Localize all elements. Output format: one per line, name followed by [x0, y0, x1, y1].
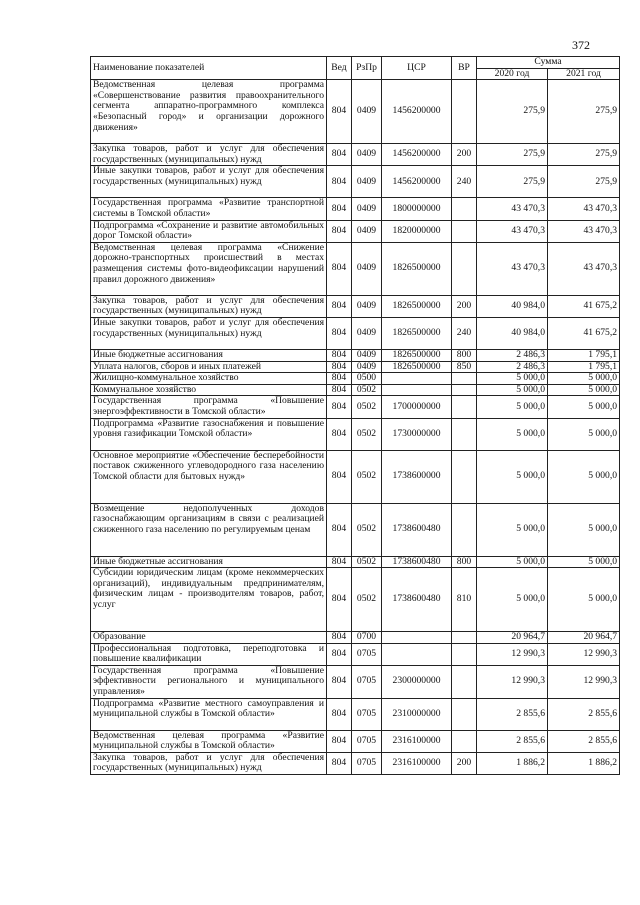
table-row — [91, 730, 620, 752]
row-rzpr: 0502 — [352, 450, 382, 503]
row-ved: 804 — [327, 361, 352, 373]
row-rzpr: 0502 — [352, 503, 382, 556]
page-number: 372 — [572, 38, 590, 52]
row-vr: 810 — [452, 568, 477, 632]
row-ved: 804 — [327, 568, 352, 632]
row-name: Закупка товаров, работ и услуг для обеспечения государственных (муниципальных) нужд — [91, 295, 327, 317]
row-csr: 1826500000 — [382, 242, 452, 295]
row-ved: 804 — [327, 396, 352, 418]
table-row — [91, 568, 620, 632]
row-ved: 804 — [327, 556, 352, 568]
row-csr: 2310000000 — [382, 698, 452, 730]
row-sum-2020: 20 964,7 — [477, 632, 548, 644]
row-rzpr: 0409 — [352, 242, 382, 295]
row-sum-2020: 275,9 — [477, 144, 548, 166]
row-name: Иные бюджетные ассигнования — [91, 349, 327, 361]
row-sum-2020: 5 000,0 — [477, 568, 548, 632]
row-csr: 1738600480 — [382, 503, 452, 556]
row-sum-2020: 5 000,0 — [477, 556, 548, 568]
row-vr — [452, 632, 477, 644]
row-vr — [452, 418, 477, 450]
row-name: Подпрограмма «Сохранение и развитие автомобильных дорог Томской области» — [91, 220, 327, 242]
row-vr: 850 — [452, 361, 477, 373]
row-ved: 804 — [327, 144, 352, 166]
table-row — [91, 144, 620, 166]
table-row — [91, 166, 620, 198]
row-rzpr: 0700 — [352, 632, 382, 644]
row-name: Государственная программа «Повышение эффективности регионального и муниципального управления» — [91, 665, 327, 698]
row-sum-2020: 40 984,0 — [477, 295, 548, 317]
row-vr: 200 — [452, 752, 477, 774]
row-vr: 240 — [452, 317, 477, 349]
row-sum-2021: 20 964,7 — [548, 632, 620, 644]
row-ved: 804 — [327, 665, 352, 698]
table-row — [91, 396, 620, 418]
row-rzpr: 0502 — [352, 384, 382, 396]
row-csr: 2316100000 — [382, 730, 452, 752]
row-vr: 800 — [452, 556, 477, 568]
row-rzpr: 0409 — [352, 295, 382, 317]
row-ved: 804 — [327, 295, 352, 317]
row-sum-2021: 2 855,6 — [548, 698, 620, 730]
row-csr: 1730000000 — [382, 418, 452, 450]
row-name: Ведомственная целевая программа «Снижение дорожно-транспортных происшествий в местах размещения системы фото-видеофиксации нарушений правил дорожного движения» — [91, 242, 327, 295]
table-row — [91, 450, 620, 503]
row-sum-2021: 12 990,3 — [548, 665, 620, 698]
row-sum-2021: 12 990,3 — [548, 643, 620, 665]
header-name: Наименование показателей — [91, 57, 327, 80]
row-sum-2020: 43 470,3 — [477, 242, 548, 295]
row-rzpr: 0502 — [352, 568, 382, 632]
row-rzpr: 0502 — [352, 418, 382, 450]
row-csr: 1826500000 — [382, 317, 452, 349]
row-vr — [452, 242, 477, 295]
row-ved: 804 — [327, 198, 352, 220]
row-name: Подпрограмма «Развитие местного самоуправления и муниципальной службы в Томской области» — [91, 698, 327, 730]
table-row — [91, 242, 620, 295]
row-sum-2020: 43 470,3 — [477, 198, 548, 220]
row-sum-2020: 1 886,2 — [477, 752, 548, 774]
row-sum-2021: 5 000,0 — [548, 556, 620, 568]
row-name: Государственная программа «Развитие транспортной системы в Томской области» — [91, 198, 327, 220]
row-rzpr: 0500 — [352, 373, 382, 385]
row-ved: 804 — [327, 752, 352, 774]
row-name: Жилищно-коммунальное хозяйство — [91, 373, 327, 385]
header-csr: ЦСР — [382, 57, 452, 80]
row-sum-2020: 43 470,3 — [477, 220, 548, 242]
row-name: Подпрограмма «Развитие газоснабжения и повышение уровня газификации Томской области» — [91, 418, 327, 450]
row-rzpr: 0705 — [352, 752, 382, 774]
row-name: Уплата налогов, сборов и иных платежей — [91, 361, 327, 373]
row-ved: 804 — [327, 317, 352, 349]
row-rzpr: 0502 — [352, 396, 382, 418]
table-row — [91, 349, 620, 361]
row-sum-2021: 1 795,1 — [548, 349, 620, 361]
row-sum-2021: 1 795,1 — [548, 361, 620, 373]
row-name: Основное мероприятие «Обеспечение бесперебойности поставок сжиженного углеводородного газа населению Томской области для бытовых нужд» — [91, 450, 327, 503]
row-ved: 804 — [327, 643, 352, 665]
row-rzpr: 0705 — [352, 665, 382, 698]
row-name: Иные бюджетные ассигнования — [91, 556, 327, 568]
row-sum-2021: 41 675,2 — [548, 317, 620, 349]
header-sum: Сумма — [477, 57, 620, 69]
row-ved: 804 — [327, 349, 352, 361]
row-rzpr: 0409 — [352, 220, 382, 242]
row-rzpr: 0409 — [352, 361, 382, 373]
row-sum-2020: 275,9 — [477, 166, 548, 198]
table-row — [91, 632, 620, 644]
row-ved: 804 — [327, 698, 352, 730]
row-vr — [452, 384, 477, 396]
row-name: Государственная программа «Повышение энергоэффективности в Томской области» — [91, 396, 327, 418]
row-csr: 1456200000 — [382, 166, 452, 198]
row-vr — [452, 396, 477, 418]
header-2021: 2021 год — [548, 68, 620, 80]
table-row — [91, 698, 620, 730]
row-sum-2020: 2 486,3 — [477, 349, 548, 361]
row-sum-2021: 2 855,6 — [548, 730, 620, 752]
row-sum-2021: 43 470,3 — [548, 220, 620, 242]
row-csr: 1456200000 — [382, 80, 452, 144]
row-sum-2021: 1 886,2 — [548, 752, 620, 774]
row-csr: 1800000000 — [382, 198, 452, 220]
row-sum-2021: 5 000,0 — [548, 373, 620, 385]
row-vr — [452, 198, 477, 220]
header-rzpr: РзПр — [352, 57, 382, 80]
row-rzpr: 0705 — [352, 730, 382, 752]
row-csr: 1738600480 — [382, 556, 452, 568]
row-sum-2021: 275,9 — [548, 144, 620, 166]
row-csr — [382, 384, 452, 396]
row-rzpr: 0409 — [352, 166, 382, 198]
row-sum-2020: 5 000,0 — [477, 418, 548, 450]
row-ved: 804 — [327, 220, 352, 242]
row-ved: 804 — [327, 373, 352, 385]
row-name: Иные закупки товаров, работ и услуг для обеспечения государственных (муниципальных) нужд — [91, 317, 327, 349]
table-row — [91, 80, 620, 144]
row-vr: 800 — [452, 349, 477, 361]
row-rzpr: 0705 — [352, 643, 382, 665]
row-rzpr: 0409 — [352, 349, 382, 361]
row-rzpr: 0409 — [352, 198, 382, 220]
row-vr — [452, 665, 477, 698]
row-ved: 804 — [327, 166, 352, 198]
row-name: Субсидии юридическим лицам (кроме некоммерческих организаций), индивидуальным предпринимателям, физическим лицам - производителям товаров, работ, услуг — [91, 568, 327, 632]
row-sum-2020: 2 855,6 — [477, 730, 548, 752]
budget-table — [90, 56, 620, 775]
row-ved: 804 — [327, 450, 352, 503]
row-sum-2020: 5 000,0 — [477, 396, 548, 418]
row-ved: 804 — [327, 503, 352, 556]
row-vr — [452, 373, 477, 385]
row-sum-2020: 5 000,0 — [477, 503, 548, 556]
row-name: Ведомственная целевая программа «Развитие муниципальной службы в Томской области» — [91, 730, 327, 752]
row-csr: 2316100000 — [382, 752, 452, 774]
header-2020: 2020 год — [477, 68, 548, 80]
row-csr — [382, 632, 452, 644]
row-name: Закупка товаров, работ и услуг для обеспечения государственных (муниципальных) нужд — [91, 144, 327, 166]
row-sum-2021: 43 470,3 — [548, 198, 620, 220]
row-rzpr: 0409 — [352, 80, 382, 144]
row-ved: 804 — [327, 242, 352, 295]
row-sum-2020: 5 000,0 — [477, 384, 548, 396]
row-name: Профессиональная подготовка, переподготовка и повышение квалификации — [91, 643, 327, 665]
row-sum-2021: 5 000,0 — [548, 503, 620, 556]
row-sum-2021: 5 000,0 — [548, 396, 620, 418]
row-ved: 804 — [327, 730, 352, 752]
table-row — [91, 556, 620, 568]
row-csr: 1826500000 — [382, 361, 452, 373]
row-vr — [452, 730, 477, 752]
row-csr — [382, 643, 452, 665]
row-sum-2020: 2 486,3 — [477, 361, 548, 373]
row-rzpr: 0705 — [352, 698, 382, 730]
header-vr: ВР — [452, 57, 477, 80]
row-csr: 1456200000 — [382, 144, 452, 166]
row-name: Образование — [91, 632, 327, 644]
row-name: Закупка товаров, работ и услуг для обеспечения государственных (муниципальных) нужд — [91, 752, 327, 774]
row-csr: 1820000000 — [382, 220, 452, 242]
row-csr: 1826500000 — [382, 295, 452, 317]
header-ved: Вед — [327, 57, 352, 80]
table-row — [91, 643, 620, 665]
row-ved: 804 — [327, 418, 352, 450]
row-csr: 2300000000 — [382, 665, 452, 698]
row-sum-2021: 275,9 — [548, 80, 620, 144]
row-csr: 1738600480 — [382, 568, 452, 632]
row-vr — [452, 503, 477, 556]
row-sum-2021: 5 000,0 — [548, 418, 620, 450]
row-sum-2020: 5 000,0 — [477, 373, 548, 385]
table-row — [91, 418, 620, 450]
row-csr — [382, 373, 452, 385]
row-csr: 1700000000 — [382, 396, 452, 418]
row-ved: 804 — [327, 632, 352, 644]
table-row — [91, 665, 620, 698]
row-vr: 200 — [452, 144, 477, 166]
row-sum-2020: 2 855,6 — [477, 698, 548, 730]
table-row — [91, 198, 620, 220]
row-vr: 200 — [452, 295, 477, 317]
row-vr — [452, 450, 477, 503]
row-rzpr: 0502 — [352, 556, 382, 568]
table-row — [91, 752, 620, 774]
row-vr — [452, 220, 477, 242]
row-name: Иные закупки товаров, работ и услуг для обеспечения государственных (муниципальных) нужд — [91, 166, 327, 198]
row-sum-2020: 12 990,3 — [477, 665, 548, 698]
row-rzpr: 0409 — [352, 317, 382, 349]
row-rzpr: 0409 — [352, 144, 382, 166]
row-sum-2021: 5 000,0 — [548, 384, 620, 396]
row-sum-2021: 41 675,2 — [548, 295, 620, 317]
row-sum-2020: 5 000,0 — [477, 450, 548, 503]
row-vr — [452, 80, 477, 144]
row-csr: 1826500000 — [382, 349, 452, 361]
table-row — [91, 503, 620, 556]
row-name: Коммунальное хозяйство — [91, 384, 327, 396]
row-vr — [452, 643, 477, 665]
table-row — [91, 373, 620, 385]
table-row — [91, 317, 620, 349]
row-sum-2021: 275,9 — [548, 166, 620, 198]
row-sum-2020: 12 990,3 — [477, 643, 548, 665]
row-vr — [452, 698, 477, 730]
table-body — [91, 80, 620, 775]
row-vr: 240 — [452, 166, 477, 198]
row-sum-2020: 275,9 — [477, 80, 548, 144]
row-sum-2021: 5 000,0 — [548, 450, 620, 503]
row-sum-2020: 40 984,0 — [477, 317, 548, 349]
table-row — [91, 361, 620, 373]
row-name: Возмещение недополученных доходов газоснабжающим организациям в связи с реализацией сжиженного газа населению по регулируемым ценам — [91, 503, 327, 556]
table-row — [91, 295, 620, 317]
row-sum-2021: 5 000,0 — [548, 568, 620, 632]
row-csr: 1738600000 — [382, 450, 452, 503]
row-sum-2021: 43 470,3 — [548, 242, 620, 295]
row-ved: 804 — [327, 80, 352, 144]
row-ved: 804 — [327, 384, 352, 396]
table-row — [91, 220, 620, 242]
table-row — [91, 384, 620, 396]
row-name: Ведомственная целевая программа «Совершенствование развития правоохранительного сегмента аппаратно-программного комплекса «Безопасный город» и организации дорожного движения» — [91, 80, 327, 144]
